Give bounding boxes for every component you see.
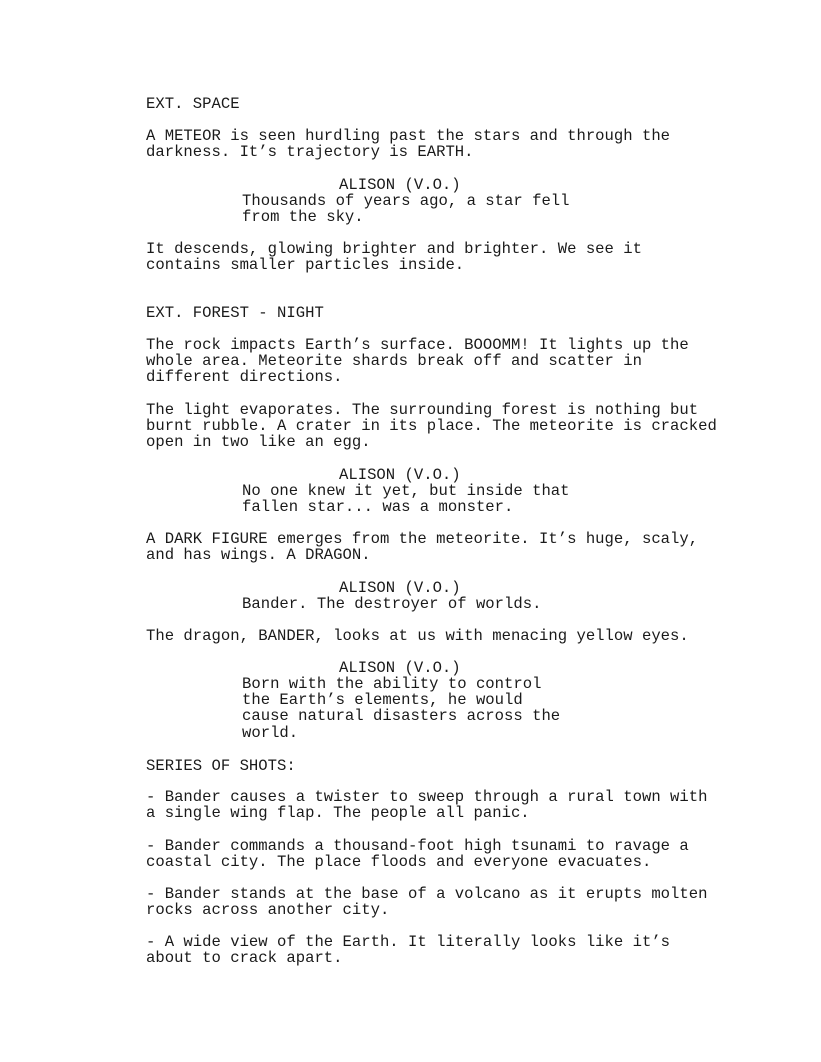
character-alison-4: ALISON (V.O.) [339, 659, 461, 677]
shot-twister: - Bander causes a twister to sweep through a rural town with a single wing flap. The people all panic. [146, 788, 708, 823]
action-impact: The rock impacts Earth’s surface. BOOOMM! It lights up the whole area. Meteorite shards break off and scatter in different directions. [146, 336, 689, 387]
dialogue-alison-1: Thousands of years ago, a star fell from the sky. [242, 192, 570, 227]
series-of-shots-heading: SERIES OF SHOTS: [146, 757, 296, 775]
action-meteor: A METEOR is seen hurdling past the stars and through the darkness. It’s trajectory is EARTH. [146, 127, 671, 162]
action-descends: It descends, glowing brighter and brighter. We see it contains smaller particles inside. [146, 240, 642, 275]
scene-heading-space: EXT. SPACE [146, 95, 240, 113]
character-alison-3: ALISON (V.O.) [339, 579, 461, 597]
action-bander-eyes: The dragon, BANDER, looks at us with menacing yellow eyes. [146, 627, 689, 645]
character-alison-2: ALISON (V.O.) [339, 466, 461, 484]
action-light: The light evaporates. The surrounding forest is nothing but burnt rubble. A crater in its place. The meteorite is cracked open in two like an egg. [146, 401, 717, 452]
dialogue-alison-4: Born with the ability to control the Earth’s elements, he would cause natural disasters across the world. [242, 675, 561, 742]
shot-tsunami: - Bander commands a thousand-foot high tsunami to ravage a coastal city. The place floods and everyone evacuates. [146, 837, 689, 872]
dialogue-alison-3: Bander. The destroyer of worlds. [242, 595, 542, 613]
dialogue-alison-2: No one knew it yet, but inside that fallen star... was a monster. [242, 482, 570, 517]
shot-volcano: - Bander stands at the base of a volcano as it erupts molten rocks across another city. [146, 885, 708, 920]
action-dark-figure: A DARK FIGURE emerges from the meteorite. It’s huge, scaly, and has wings. A DRAGON. [146, 530, 699, 565]
character-alison-1: ALISON (V.O.) [339, 176, 461, 194]
shot-earth: - A wide view of the Earth. It literally looks like it’s about to crack apart. [146, 933, 671, 968]
scene-heading-forest: EXT. FOREST - NIGHT [146, 304, 324, 322]
